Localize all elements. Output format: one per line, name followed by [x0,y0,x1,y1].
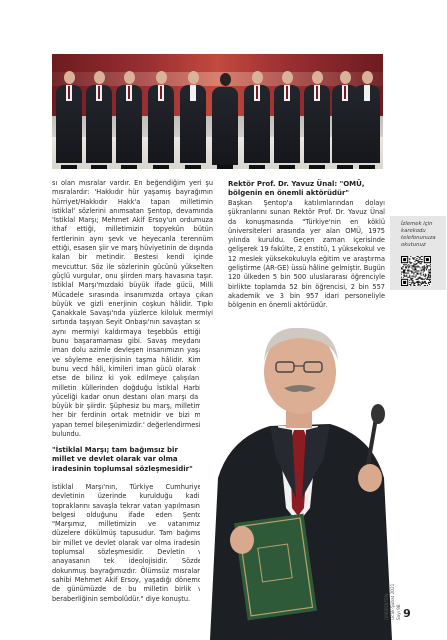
magazine-issue-info [384,560,401,620]
qr-side-note [390,216,446,290]
article-column-left-top: sı olan mısralar vardır. En beğendiğim yeri şu mısralardır: 'Hakkıdır hür yaşamış bayrağımın hürriyet/Hakkıdır Hakk'a tapan milletimin istiklal' sözlerini anımsatan Şentop, devamında 'İstiklal Marşı; Mehmet Akif Ersoy'un ordumuza ithaf ettiği, milletimizin topyekûn bütün fertlerinin aynı şevk ve heyecanla terennüm ettiği, esasen şiir ve marş hüviyetinin de dışında kalan bir metindir. Bestesi kendi içinde mevcuttur. Söz ile sözlerinin gücünü yükselten güçlü vurgular, onu şiirden marş havasına taşır. İstiklal Marşı'mızdaki büyük ifade gücü, Milli Mücadele sırasında insanımızda ortaya çıkan büyük ve gizli enerjinin coşkun hâlidir. Tıpkı Çanakkale Savaşı'nda yüzlerce kiloluk mermiyi sırtında taşıyan Seyit Onbaşı'nın savaştan sonra aynı mermiyi kaldırmaya teşebbüs ettiğinde bunu başaramaması gibi. Savaş meydanında iman dolu azimle devleşen insanımızın yaşama ve söyleme enerjisinin taşma hâlidir. Kimileri bunu vecd hâli, kimileri iman gücü olarak tarif etse de bilinz ki yok edilmeye çalışılan bu milletin küllerinden doğduğu İstiklal Harbi'nin yüceliği kadar onun destanı olan marşı da çok büyük bir şiirdir. Şüphesiz bu marş, milletimizin her bir ferdinin ortak metnidir ve bizi millet yapan temel bileşenimizdir.' değerlendirmesinde bulundu. [52,179,213,439]
photo-person [86,71,112,169]
photo-person [212,73,238,169]
article-column-right: Başkan Şentop'a katılımlarından dolayı şükranlarını sunan Rektör Prof. Dr. Yavuz Ünal da konuşmasında "Türkiye'nin en köklü üniversiteleri arasında yer alan OMÜ, 1975 yılında kuruldu. Geçen zaman içerisinde gelişerek 19 fakülte, 2 enstitü, 1 yüksekokul ve 12 meslek yüksekokuluyla eğitim ve araştırma geliştirme (AR-GE) üssü hâline gelmiştir. Bugün 120 ülkeden 5 bin 500 uluslararası öğrenciyle birlikte toplamda 52 bin öğrencisi, 2 bin 557 akademik ve 3 bin 957 idari personeliyle bölgenin en önemli aktörüdür. [228,199,385,310]
photo-person [56,71,82,169]
magazine-issue: Sayı 98 [396,604,401,620]
group-photo [52,54,383,169]
photo-person [180,71,206,169]
magazine-name: OMÜBÜLTEN [384,593,389,620]
magazine-date: Ocak-Şubat 2021 [390,583,395,620]
photo-person [304,71,330,169]
article-column-left-bottom: İstiklal Marşı'nın, Türkiye Cumhuriyeti devletinin üzerinde kurulduğu kadim topraklarını savaşla tekrar vatan yapılmasının belgesi olduğunu ifade eden Şentop "Marşımız, milletimizin ve vatanımızın düzelere dökülmüş tapusudur. Tam bağımsız bir millet ve devlet olarak var olma iradesinin toplumsal sözleşmesidir. Devletin ve anayasanın tek ideolojisidir. Sözden dokunmuş bayrağımızdır. Ölümsüz mısraların sahibi Mehmet Akif Ersoy, yaşadığı dönemde de günümüzde de bu milletin birlik ve beraberliğinin sembolüdür." diye konuştu. [52,483,206,603]
article-subheading-istiklal: "İstiklal Marşı; tam bağımsız bir millet ve devlet olarak var olma iradesinin toplumsal sözleşmesidir" [52,446,193,473]
photo-person [244,71,270,169]
photo-person [274,71,300,169]
qr-code-icon[interactable] [401,256,431,286]
qr-instruction-text: İzlemek için karekodu telefonunuza okutunuz [401,221,436,248]
article-subheading-rektor: Rektör Prof. Dr. Yavuz Ünal: "OMÜ, bölgenin en önemli aktörüdür" [228,180,365,198]
page-number: 9 [403,607,411,620]
photo-person [148,71,174,169]
speaker-photo [200,318,396,640]
photo-person [354,71,380,169]
photo-person [116,71,142,169]
